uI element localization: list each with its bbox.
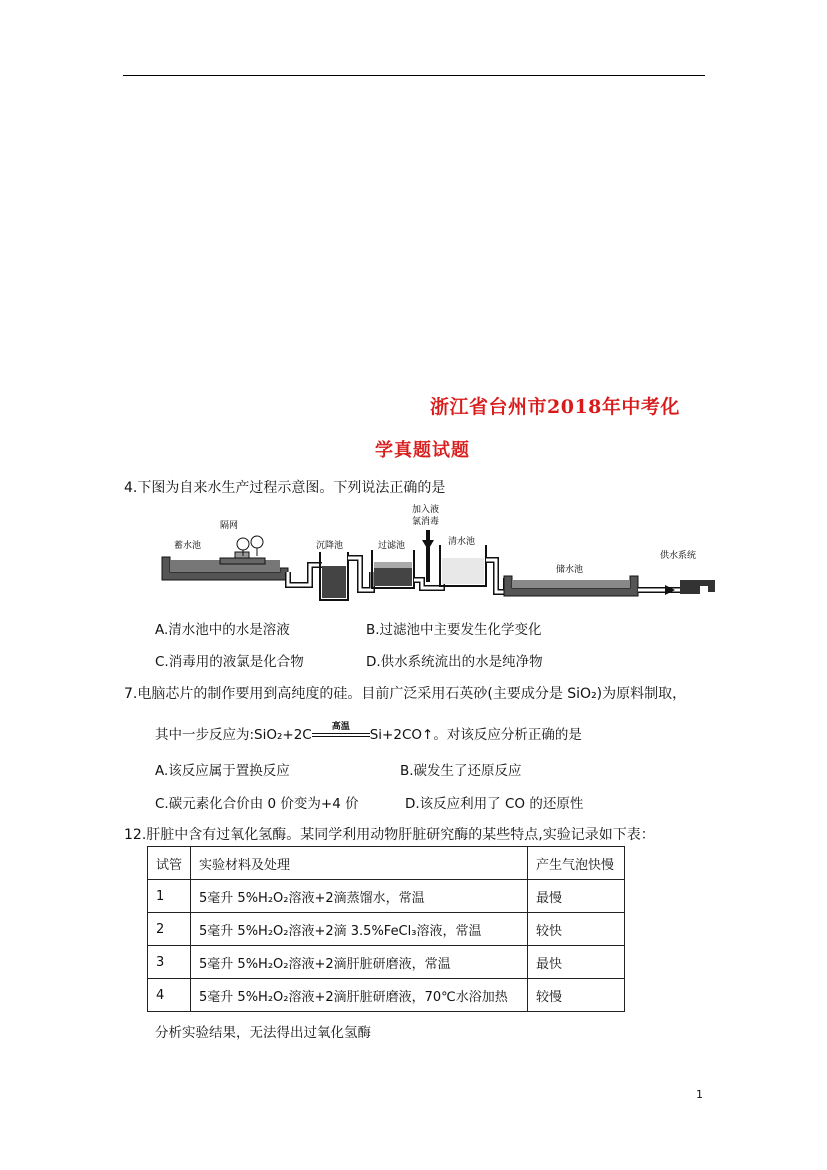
sedimentation-tank	[320, 552, 348, 600]
table-header-cell: 产生气泡快慢	[528, 847, 625, 880]
table-row	[148, 880, 625, 913]
q4-option-b: B.过滤池中主要发生化学变化	[366, 622, 542, 638]
table-header-cell: 试管	[148, 847, 191, 880]
header-rule	[123, 75, 705, 76]
experiment-table	[147, 846, 625, 1012]
q7-reaction	[155, 723, 582, 743]
table-cell: 2	[148, 913, 191, 946]
table-row	[148, 913, 625, 946]
q7-option-c: C.碳元素化合价由 0 价变为+4 价	[155, 796, 359, 812]
table-cell: 较快	[528, 913, 625, 946]
label-sedimentation: 沉降池	[316, 541, 344, 551]
storage-tank	[504, 576, 638, 596]
q4-option-a: A.清水池中的水是溶液	[155, 622, 290, 638]
label-clear: 清水池	[448, 537, 476, 547]
page-number: 1	[696, 1088, 703, 1101]
table-cell: 5毫升 5%H₂O₂溶液+2滴蒸馏水，常温	[191, 880, 528, 913]
table-cell: 4	[148, 979, 191, 1012]
clear-water-tank	[440, 545, 486, 586]
reaction-arrow	[312, 722, 370, 742]
label-filter: 过滤池	[378, 541, 406, 551]
q4-option-c: C.消毒用的液氯是化合物	[155, 654, 304, 670]
q7-reaction-suffix: Si+2CO↑。对该反应分析正确的是	[369, 727, 582, 743]
q7-stem: 7.电脑芯片的制作要用到高纯度的硅。目前广泛采用石英砂(主要成分是 SiO₂)为原料制取，	[124, 686, 687, 702]
table-cell: 5毫升 5%H₂O₂溶液+2滴肝脏研磨液，70℃水浴加热	[191, 979, 528, 1012]
water-treatment-diagram	[160, 500, 720, 605]
reaction-condition: 高温	[331, 722, 350, 732]
label-chlorine-2: 氯消毒	[412, 517, 440, 527]
label-storage: 储水池	[556, 565, 584, 575]
table-cell: 较慢	[528, 979, 625, 1012]
title-line-1: 浙江省台州市2018年中考化	[430, 396, 680, 418]
tap-icon	[680, 580, 715, 594]
table-cell: 5毫升 5%H₂O₂溶液+2滴肝脏研磨液，常温	[191, 946, 528, 979]
q7-option-b: B.碳发生了还原反应	[400, 763, 522, 779]
table-row	[148, 979, 625, 1012]
label-reservoir: 蓄水池	[174, 541, 202, 551]
q7-option-d: D.该反应利用了 CO 的还原性	[405, 796, 584, 812]
table-row	[148, 946, 625, 979]
title-line-2: 学真题试题	[375, 440, 470, 461]
table-cell: 最快	[528, 946, 625, 979]
q7-option-a: A.该反应属于置换反应	[155, 763, 290, 779]
table-header-cell: 实验材料及处理	[191, 847, 528, 880]
label-screen: 隔网	[220, 521, 239, 531]
table-cell: 3	[148, 946, 191, 979]
label-supply: 供水系统	[660, 551, 697, 561]
q4-stem: 4.下图为自来水生产过程示意图。下列说法正确的是	[124, 480, 446, 496]
q12-stem: 12.肝脏中含有过氧化氢酶。某同学利用动物肝脏研究酶的某些特点,实验记录如下表：	[124, 827, 655, 843]
q4-option-d: D.供水系统流出的水是纯净物	[366, 654, 543, 670]
table-header-row	[148, 847, 625, 880]
q12-after: 分析实验结果，无法得出过氧化氢酶	[155, 1025, 371, 1041]
q7-reaction-prefix: 其中一步反应为:SiO₂+2C	[155, 727, 312, 743]
table-cell: 最慢	[528, 880, 625, 913]
table-cell: 1	[148, 880, 191, 913]
filter-tank	[372, 550, 414, 588]
table-cell: 5毫升 5%H₂O₂溶液+2滴 3.5%FeCl₃溶液，常温	[191, 913, 528, 946]
label-chlorine-1: 加入液	[412, 505, 440, 515]
screen-icon	[220, 536, 265, 564]
